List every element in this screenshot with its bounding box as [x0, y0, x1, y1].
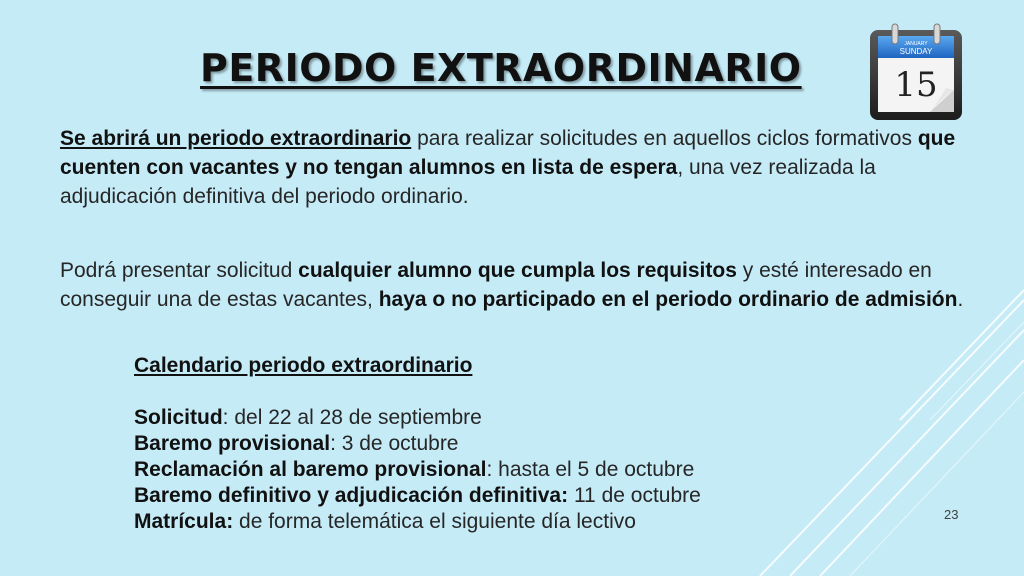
item-label: Matrícula: [134, 510, 234, 533]
p1-text-end: , una vez realizada la adjudicación definitiva del periodo ordinario. [60, 156, 876, 208]
p2-bold-requirements: cualquier alumno que cumpla los requisitos [298, 259, 737, 282]
item-label: Baremo definitivo y adjudicación definitiva: [134, 484, 569, 507]
paragraph-extraordinary-period [60, 124, 965, 211]
page-title: PERIODO EXTRAORDINARIO [200, 46, 802, 90]
calendar-day-number: 15 [894, 65, 938, 105]
p1-bold-conditions: que cuenten con vacantes y no tengan alumnos en lista de espera [60, 127, 956, 179]
item-separator: : [222, 406, 235, 429]
item-label: Solicitud [134, 406, 223, 429]
calendar-item-matricula [134, 509, 834, 535]
p2-period: . [957, 288, 964, 311]
item-separator: : [330, 432, 342, 455]
calendar-section-heading: Calendario periodo extraordinario [134, 354, 473, 377]
calendar-month-label: JANUARY [904, 41, 928, 47]
item-value: de forma telemática el siguiente día lectivo [239, 510, 636, 533]
paragraph-eligibility [60, 256, 965, 314]
p2-bold-participation: haya o no participado en el periodo ordinario de admisión [378, 288, 958, 311]
calendar-item-baremo-provisional [134, 431, 834, 457]
p2-text-middle: y esté interesado en conseguir una de estas vacantes, [60, 259, 932, 311]
p1-bold-underlined: Se abrirá un periodo extraordinario [60, 127, 412, 150]
item-label: Baremo provisional [134, 432, 331, 455]
calendar-weekday-label: SUNDAY [899, 47, 933, 56]
calendar-section [134, 353, 834, 535]
item-value: del 22 al 28 de septiembre [234, 406, 482, 429]
item-value: 3 de octubre [341, 432, 459, 455]
item-label: Reclamación al baremo provisional [134, 458, 487, 481]
slide-page-number: 23 [944, 507, 959, 522]
item-value: hasta el 5 de octubre [498, 458, 695, 481]
calendar-item-baremo-definitivo [134, 483, 834, 509]
item-value: 11 de octubre [573, 484, 701, 507]
calendar-item-reclamacion [134, 457, 834, 483]
calendar-icon [868, 22, 964, 122]
p1-text: para realizar solicitudes en aquellos ciclos formativos [411, 127, 918, 150]
item-separator: : [486, 458, 499, 481]
calendar-item-solicitud [134, 405, 834, 431]
p2-text: Podrá presentar solicitud [60, 259, 299, 282]
